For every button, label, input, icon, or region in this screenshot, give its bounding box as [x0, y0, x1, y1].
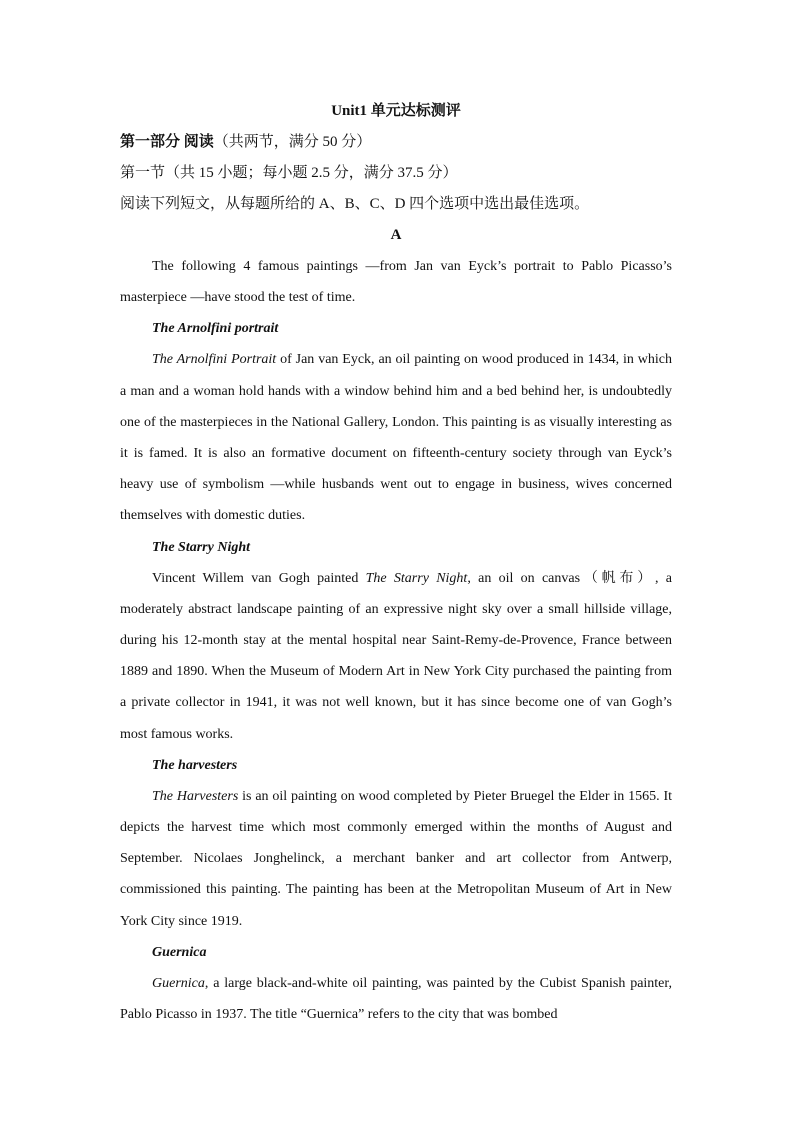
- page-title: Unit1 单元达标测评: [331, 103, 461, 119]
- paragraph-text: , a large black-and-white oil painting, was painted by the Cubist Spanish painter, Pablo Picasso in 1937. The title “Guernica” refers to the city that was bombed: [120, 975, 672, 1023]
- paragraph-text: is an oil painting on wood completed by Pieter Bruegel the Elder in 1565. It depicts the harvest time which most commonly emerged within the months of August and September. Nicolaes Jonghelinck, a merchant banker and art collector from Antwerp, commissioned this painting. The painting has been at the Metropolitan Museum of Art in New York City since 1919.: [120, 788, 672, 929]
- subheading-arnolfini: The Arnolfini portrait: [152, 321, 279, 337]
- passage-label: A: [390, 227, 402, 243]
- section-heading: 第一节（共 15 小题；每小题 2.5 分，满分 37.5 分）: [120, 165, 458, 181]
- paragraph-text: , an oil on canvas（帆布）, a moderately abstract landscape painting of an expressive night sky over a small hillside village, during his 12-month stay at the mental hospital near Saint-Remy-de-Provence, France between 1889 and 1890. When the Museum of Modern Art in New York City purchased the painting from a private collector in 1941, it was not well known, but it has since become one of van Gogh’s most famous works.: [120, 570, 673, 742]
- paragraph-harvesters: [120, 781, 672, 937]
- part-name: 第一部分 阅读: [120, 134, 214, 150]
- paragraph-text: of Jan van Eyck, an oil painting on wood produced in 1434, in which a man and a woman hold hands with a window behind him and a bed behind her, is undoubtedly one of the masterpieces in the National Gallery, London. This painting is as visually interesting as it is famed. It is also an formative document on fifteenth-century society through van Eyck’s heavy use of symbolism —while husbands went out to engage in business, wives concerned themselves with domestic duties.: [120, 352, 672, 524]
- part-heading: [120, 127, 672, 158]
- instruction-text: 阅读下列短文，从每题所给的 A、B、C、D 四个选项中选出最佳选项。: [120, 196, 590, 212]
- paragraph-guernica: [120, 968, 672, 1030]
- document-page: [120, 96, 672, 1030]
- paragraph-prefix: Vincent Willem van Gogh painted: [152, 570, 366, 586]
- painting-title: The Harvesters: [152, 788, 239, 804]
- painting-title: The Starry Night: [365, 570, 468, 586]
- part-detail: （共两节，满分 50 分）: [213, 134, 372, 150]
- subheading-guernica: Guernica: [152, 944, 207, 960]
- painting-title: Guernica: [152, 975, 205, 991]
- paragraph-arnolfini: [120, 344, 672, 531]
- painting-title: The Arnolfini Portrait: [152, 352, 277, 368]
- paragraph-starry-night: [120, 563, 672, 750]
- subheading-starry-night: The Starry Night: [152, 539, 251, 555]
- subheading-harvesters: The harvesters: [152, 757, 238, 773]
- intro-paragraph: The following 4 famous paintings —from Jan van Eyck’s portrait to Pablo Picasso’s masterpiece —have stood the test of time.: [120, 259, 672, 306]
